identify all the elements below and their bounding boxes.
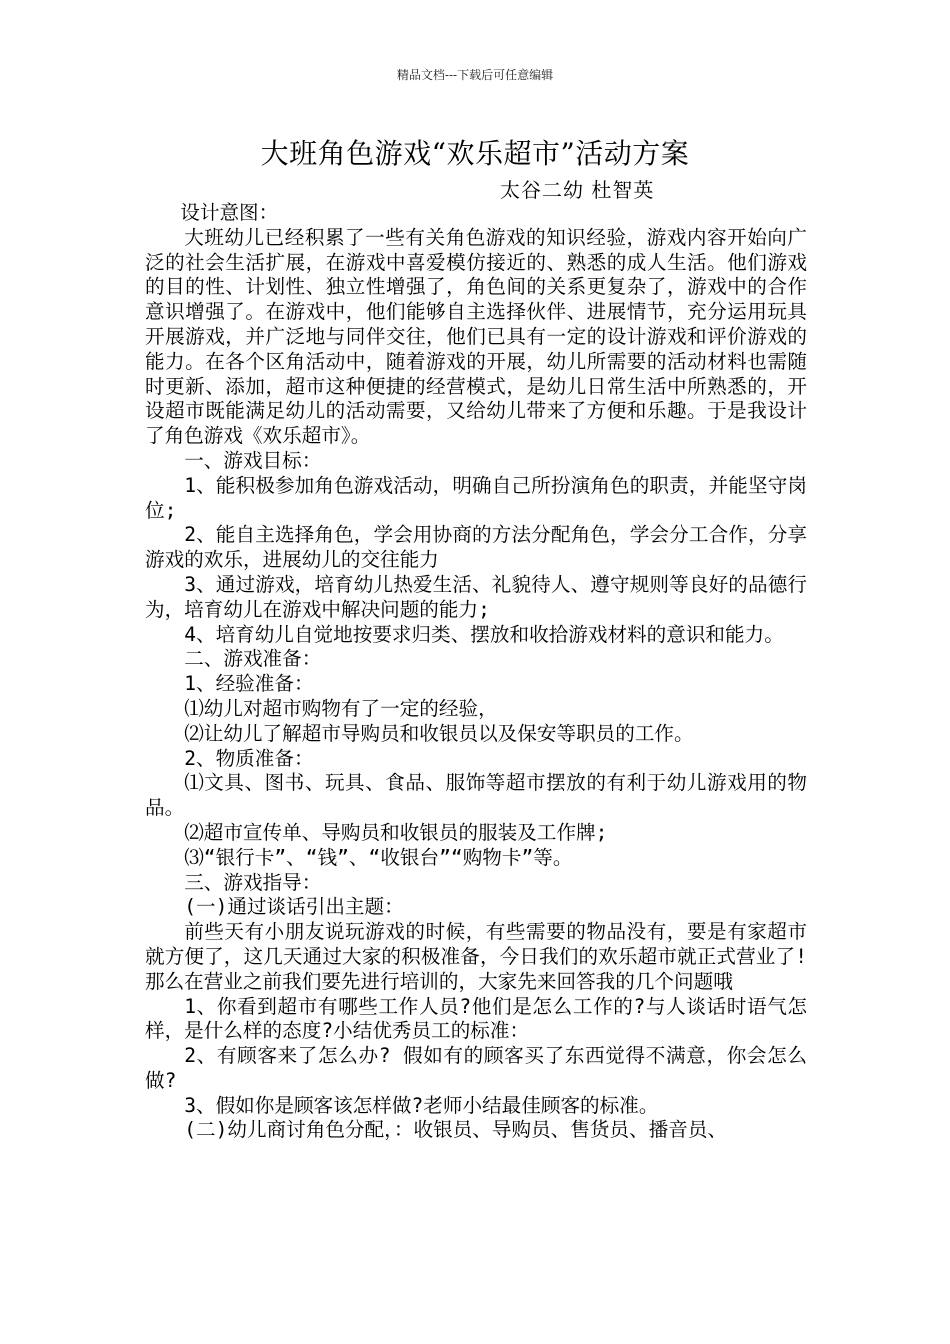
paragraph: (二)幼儿商讨角色分配，：收银员、导购员、售货员、播音员、 [184,1118,728,1142]
paragraph: 3、假如你是顾客该怎样做?老师小结最佳顾客的标准。 [184,1093,659,1117]
page-header: 精品文档---下载后可任意编辑 [396,68,554,82]
paragraph: 三、游戏指导： [184,870,322,894]
paragraph: 设计意图： [180,201,279,224]
paragraph: 2、物质准备： [184,746,314,770]
paragraph: 1、你看到超市有哪些工作人员?他们是怎么工作的?与人谈话时语气怎样，是什么样的态度?小结优秀员工的标准： [145,994,807,1043]
paragraph: ⑵超市宣传单、导购员和收银员的服装及工作牌; [184,820,608,844]
paragraph: 2、能自主选择角色，学会用协商的方法分配角色，学会分工合作，分享游戏的欢乐，进展幼儿的交往能力 [145,523,807,572]
author-line: 太谷二幼 杜智英 [500,178,655,202]
paragraph: 1、能积极参加角色游戏活动，明确自己所扮演角色的职责，并能坚守岗位; [145,473,807,522]
document-title: 大班角色游戏“欢乐超市”活动方案 [260,137,690,170]
paragraph: 2、有顾客来了怎么办? 假如有的顾客买了东西觉得不满意，你会怎么做? [145,1044,807,1092]
paragraph: ⑵让幼儿了解超市导购员和收银员以及保安等职员的工作。 [184,721,694,745]
paragraph: 4、培育幼儿自觉地按要求归类、摆放和收拾游戏材料的意识和能力。 [184,622,784,646]
paragraph: 前些天有小朋友说玩游戏的时候，有些需要的物品没有，要是有家超市就方便了，这几天通过大家的积极准备，今日我们的欢乐超市就正式营业了!那么在营业之前我们要先进行培训的，大家先来回答我的几个问题哦 [145,920,807,993]
paragraph: 1、经验准备： [184,672,314,696]
paragraph: ⑶“银行卡”、“钱”、“收银台”“购物卡”等。 [184,845,573,869]
paragraph: 二、游戏准备： [184,647,322,671]
paragraph: 大班幼儿已经积累了一些有关角色游戏的知识经验，游戏内容开始向广泛的社会生活扩展，在游戏中喜爱模仿接近的、熟悉的成人生活。他们游戏的目的性、计划性、独立性增强了，角色间的关系更复杂了，游戏中的合作意识增强了。在游戏中，他们能够自主选择伙伴、进展情节，充分运用玩具开展游戏，并广泛地与同伴交往，他们已具有一定的设计游戏和评价游戏的能力。在各个区角活动中，随着游戏的开展，幼儿所需要的活动材料也需随时更新、添加，超市这种便捷的经营模式，是幼儿日常生活中所熟悉的，开设超市既能满足幼儿的活动需要，又给幼儿带来了方便和乐趣。于是我设计了角色游戏《欢乐超市》。 [145,225,807,448]
paragraph: 3、通过游戏，培育幼儿热爱生活、礼貌待人、遵守规则等良好的品德行为，培育幼儿在游戏中解决问题的能力; [145,572,807,621]
paragraph: (一)通过谈话引出主题： [184,895,404,919]
document-body [145,201,807,1143]
paragraph: ⑴幼儿对超市购物有了一定的经验， [184,696,498,720]
paragraph: 一、游戏目标： [184,448,322,472]
paragraph: ⑴文具、图书、玩具、食品、服饰等超市摆放的有利于幼儿游戏用的物品。 [145,771,807,820]
